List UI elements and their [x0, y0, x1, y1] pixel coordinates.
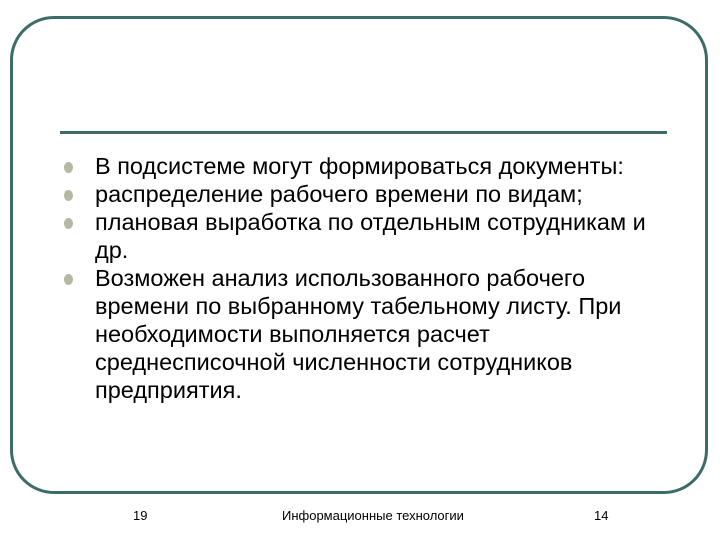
bullet-text: В подсистеме могут формироваться документы:: [95, 153, 624, 179]
bullet-text: плановая выработка по отдельным сотрудникам и др.: [95, 209, 646, 263]
bullet-item: [64, 264, 674, 404]
bullet-item: [64, 208, 674, 264]
bullet-item: [64, 152, 674, 180]
footer-title: Информационные технологии: [282, 508, 464, 523]
title-divider: [60, 131, 667, 134]
bullet-list: [64, 152, 674, 404]
bullet-dot-icon: [64, 162, 73, 173]
bullet-item: [64, 180, 674, 208]
footer-slide-number-left: 19: [133, 508, 148, 523]
bullet-text: распределение рабочего времени по видам;: [95, 181, 583, 207]
bullet-dot-icon: [64, 190, 73, 201]
footer-page-number: 14: [594, 508, 609, 523]
bullet-dot-icon: [64, 274, 73, 285]
bullet-dot-icon: [64, 218, 73, 229]
bullet-text: Возможен анализ использованного рабочего времени по выбранному табельному листу. При необходимости выполняется расчет среднесписочной численности сотрудников предприятия.: [95, 265, 622, 403]
